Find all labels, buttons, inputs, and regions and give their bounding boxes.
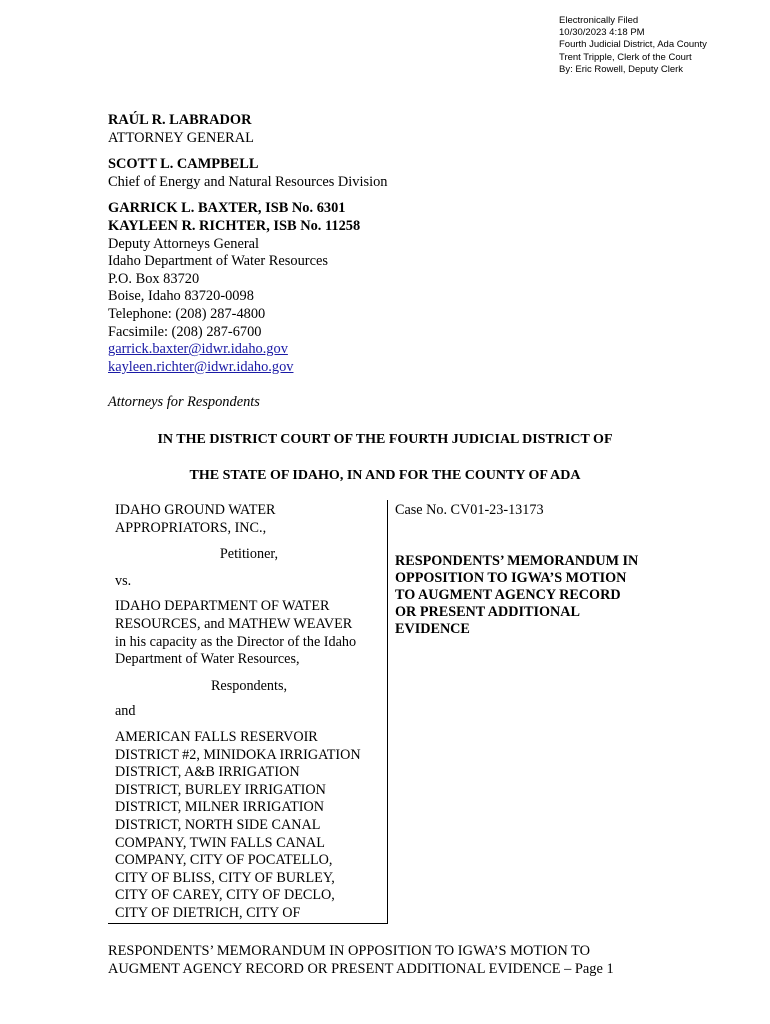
telephone-line: Telephone: (208) 287-4800: [108, 305, 266, 322]
intervenor-line: DISTRICT, BURLEY IRRIGATION: [115, 781, 326, 798]
document-title-line: OR PRESENT ADDITIONAL: [395, 604, 581, 620]
case-caption-parties: [115, 502, 383, 922]
versus-label: vs.: [115, 572, 132, 589]
facsimile-line: Facsimile: (208) 287-6700: [108, 323, 262, 340]
case-number: Case No. CV01-23-13173: [395, 502, 544, 518]
intervenor-line: DISTRICT, A&B IRRIGATION: [115, 764, 300, 781]
stamp-line: Electronically Filed: [559, 15, 639, 26]
attorney-name: KAYLEEN R. RICHTER, ISB No. 11258: [108, 217, 361, 234]
chief-title: Chief of Energy and Natural Resources Division: [108, 173, 388, 190]
address-line: Deputy Attorneys General: [108, 235, 260, 252]
document-title-line: RESPONDENTS’ MEMORANDUM IN: [395, 553, 639, 569]
document-title-line: TO AUGMENT AGENCY RECORD: [395, 587, 621, 603]
respondent-name: IDAHO DEPARTMENT OF WATER: [115, 598, 330, 615]
intervenor-line: DISTRICT, NORTH SIDE CANAL: [115, 816, 321, 833]
email-link-baxter[interactable]: garrick.baxter@idwr.idaho.gov: [108, 341, 288, 358]
stamp-line: Trent Tripple, Clerk of the Court: [559, 51, 692, 63]
and-label: and: [115, 703, 136, 720]
address-line: Idaho Department of Water Resources: [108, 253, 328, 270]
address-line: P.O. Box 83720: [108, 270, 200, 287]
respondent-name: in his capacity as the Director of the Idaho: [115, 633, 357, 650]
page-footer: [108, 943, 614, 978]
footer-line: AUGMENT AGENCY RECORD OR PRESENT ADDITIONAL EVIDENCE – Page 1: [108, 960, 614, 977]
petitioner-name: APPROPRIATORS, INC.,: [115, 519, 267, 536]
stamp-line: Fourth Judicial District, Ada County: [559, 39, 707, 51]
caption-divider-vertical: [387, 500, 388, 924]
court-heading-line-1: IN THE DISTRICT COURT OF THE FOURTH JUDICIAL DISTRICT OF: [157, 432, 613, 447]
case-caption-title: [395, 502, 638, 638]
respondent-name: RESOURCES, and MATHEW WEAVER: [115, 615, 353, 632]
intervenor-line: COMPANY, CITY OF POCATELLO,: [115, 852, 333, 869]
stamp-line: 10/30/2023 4:18 PM: [559, 27, 645, 39]
stamp-line: By: Eric Rowell, Deputy Clerk: [559, 63, 684, 75]
document-title-line: OPPOSITION TO IGWA’S MOTION: [395, 570, 627, 586]
address-line: Boise, Idaho 83720-0098: [108, 288, 254, 305]
footer-line: RESPONDENTS’ MEMORANDUM IN OPPOSITION TO IGWA’S MOTION TO: [108, 943, 590, 959]
intervenor-line: CITY OF DIETRICH, CITY OF: [115, 904, 301, 921]
respondent-label: Respondents,: [210, 677, 288, 694]
intervenor-line: CITY OF BLISS, CITY OF BURLEY,: [115, 869, 335, 886]
attorney-name: GARRICK L. BAXTER, ISB No. 6301: [108, 200, 346, 217]
document-title-line: EVIDENCE: [395, 621, 470, 637]
counsel-block: [108, 112, 388, 412]
court-heading-line-2: THE STATE OF IDAHO, IN AND FOR THE COUNTY OF ADA: [189, 468, 581, 483]
petitioner-label: Petitioner,: [219, 546, 279, 563]
attorneys-for-label: Attorneys for Respondents: [108, 394, 260, 411]
filing-stamp: [559, 15, 707, 76]
caption-divider-horizontal: [108, 923, 388, 924]
respondent-name: Department of Water Resources,: [115, 651, 300, 668]
chief-name: SCOTT L. CAMPBELL: [108, 156, 259, 173]
intervenor-line: CITY OF CAREY, CITY OF DECLO,: [115, 887, 335, 904]
intervenor-line: AMERICAN FALLS RESERVOIR: [115, 728, 318, 745]
intervenor-line: DISTRICT #2, MINIDOKA IRRIGATION: [115, 746, 361, 763]
petitioner-name: IDAHO GROUND WATER: [115, 502, 276, 518]
intervenor-line: DISTRICT, MILNER IRRIGATION: [115, 799, 324, 816]
attorney-general-name: RAÚL R. LABRADOR: [108, 112, 252, 128]
attorney-general-title: ATTORNEY GENERAL: [108, 129, 254, 146]
intervenor-line: COMPANY, TWIN FALLS CANAL: [115, 834, 325, 851]
email-link-richter[interactable]: kayleen.richter@idwr.idaho.gov: [108, 358, 294, 375]
